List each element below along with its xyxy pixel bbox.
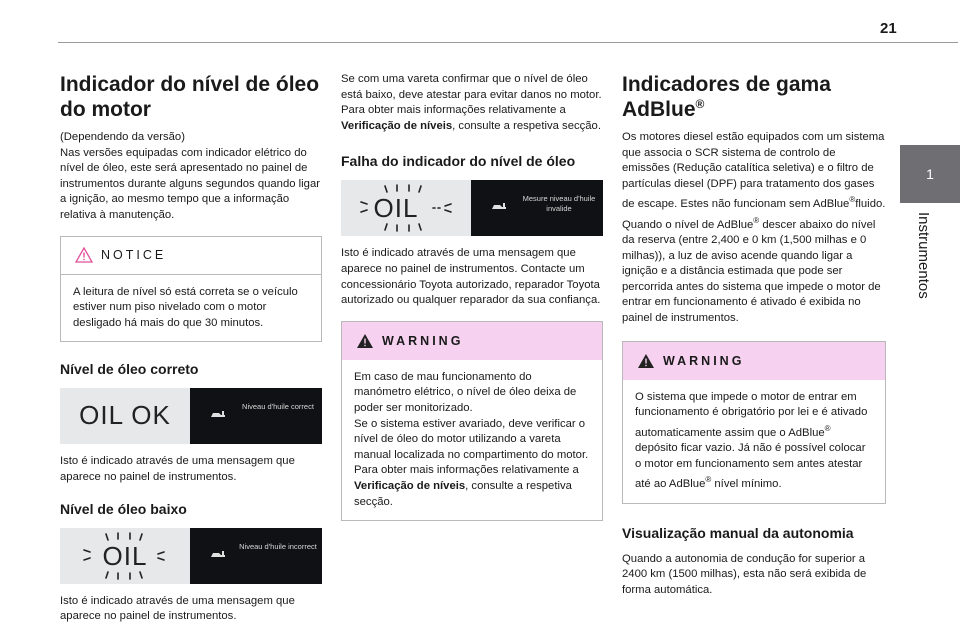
oil-ok-display [60, 388, 322, 444]
notice-text: A leitura de nível só está correta se o veículo estiver num piso nivelado com o motor desligado há mais do que 30 minutos. [73, 285, 298, 329]
notice-box [60, 236, 322, 343]
warning-title-adblue: WARNING [663, 353, 745, 368]
notice-title: NOTICE [101, 248, 167, 263]
warning-adblue-sup1: ® [824, 423, 831, 433]
warning-text-oil-b: , consulte a respetiva secção. [354, 479, 572, 508]
warning-title-oil: WARNING [382, 333, 464, 348]
oil-low-message: Niveau d'huile incorrect [239, 541, 317, 551]
warning-text-adblue [623, 380, 885, 503]
oil-level-intro: (Dependendo da versão) Nas versões equipadas com indicador elétrico do nível de óleo, este será apresentado no painel de instrumentos durante alguns segundos quando ligar a ignição, ao mesmo tempo que a informação relativa à manutenção. [60, 131, 321, 221]
header-rule [58, 42, 958, 43]
dipstick-intro [341, 72, 603, 134]
warning-header-oil [342, 322, 602, 360]
adblue-title-text: Indicadores de gama AdBlue [622, 73, 831, 121]
adblue-intro-2: fluido. Quando o nível de AdBlue [622, 198, 886, 231]
warning-box-adblue [622, 341, 886, 504]
warning-triangle-filled-icon [356, 333, 374, 349]
adblue-title-sup: ® [695, 97, 705, 111]
oil-fault-text: Isto é indicado através de uma mensagem que aparece no painel de instrumentos. Contacte um concessionário Toyota autorizado, reparador Toyota autorizado ou qualquer reparador da sua confiança. [341, 247, 601, 307]
notice-header [61, 237, 321, 275]
adblue-intro-3: descer abaixo do nível da reserva (entre 2,400 e 0 km (1,500 milhas e 0 milhas)), a luz de aviso acende quando ligar a ignição e a distância estimada que pode ser percorrida antes do sistema que impede o motor de entrar em funcionamento é ativado é exibida no painel de instrumentos. [622, 218, 881, 325]
warning-text-oil-a: Em caso de mau funcionamento do manómetro elétrico, o nível de óleo deixa de poder ser monitorizado. Se o sistema estiver avariado, deve verificar o nível de óleo do motor utilizando a vareta manual localizada no compartimento do motor. Para obter mais informações relativamente a [354, 370, 589, 477]
adblue-intro-sup2: ® [753, 215, 760, 225]
column-3 [622, 72, 886, 599]
dipstick-intro-a: Se com uma vareta confirmar que o nível de óleo está baixo, deve atestar para evitar danos no motor. Para obter mais informações relativamente a [341, 73, 602, 117]
dipstick-intro-b: , consulte a respetiva secção. [452, 119, 601, 132]
oil-low-text: Isto é indicado através de uma mensagem que aparece no painel de instrumentos. [60, 594, 295, 623]
warning-adblue-sup2: ® [705, 475, 712, 485]
column-1 [60, 72, 322, 625]
oil-fault-message: Mesure niveau d'huile invalide [522, 194, 596, 214]
chapter-tab[interactable]: 1 [900, 145, 960, 203]
heading-oil-low: Nível de óleo baixo [60, 500, 187, 517]
oil-low-display [60, 528, 322, 584]
levels-check-link: Verificação de níveis [341, 119, 453, 132]
adblue-intro [622, 130, 886, 327]
warning-text-oil [342, 360, 602, 520]
chapter-label: Instrumentos [915, 212, 932, 299]
adblue-intro-1: Os motores diesel estão equipados com um sistema que associa o SCR sistema de controlo de emissões (Redução catalítica seletiva) e o filtro de partículas diesel (DPF) para tratamento dos gases de escape. Estes não funcionam sem AdBlue [622, 131, 885, 211]
oil-low-label: OIL [102, 540, 148, 571]
warning-triangle-outline-icon [75, 247, 93, 263]
oil-level-car-icon [210, 550, 226, 560]
section-title-adblue [622, 72, 886, 122]
oil-ok-label: OIL OK [79, 400, 171, 431]
manual-range-text: Quando a autonomia de condução for superior a 2400 km (1500 milhas), esta não será exibida de forma automática. [622, 552, 867, 596]
warning-text-adblue-1: O sistema que impede o motor de entrar em funcionamento é obrigatório por lei e é ativado automaticamente assim que o AdBlue [635, 390, 868, 439]
heading-oil-ok: Nível de óleo correto [60, 361, 199, 378]
page-number: 21 [880, 20, 897, 37]
oil-ok-text: Isto é indicado através de uma mensagem que aparece no painel de instrumentos. [60, 455, 295, 483]
warning-header-adblue [623, 342, 885, 380]
oil-ok-message: Niveau d'huile correct [242, 402, 314, 412]
oil-level-car-icon [491, 202, 507, 212]
warning-text-adblue-3: nível mínimo. [711, 478, 782, 491]
warning-triangle-filled-icon [637, 353, 655, 369]
levels-check-link-2: Verificação de níveis [354, 479, 466, 492]
warning-box-oil [341, 321, 603, 521]
heading-oil-fault: Falha do indicador do nível de óleo [341, 153, 576, 170]
section-title-oil-level: Indicador do nível de óleo do motor [60, 73, 320, 121]
oil-level-car-icon [210, 410, 226, 420]
warning-text-adblue-2: depósito ficar vazio. Já não é possível colocar o motor em funcionamento sem antes atestar até ao AdBlue [635, 442, 866, 491]
adblue-intro-sup1: ® [849, 195, 856, 205]
oil-fault-label: OIL [373, 193, 419, 224]
oil-fault-display [341, 180, 603, 236]
column-2 [341, 72, 603, 521]
heading-manual-range: Visualização manual da autonomia [622, 524, 854, 541]
